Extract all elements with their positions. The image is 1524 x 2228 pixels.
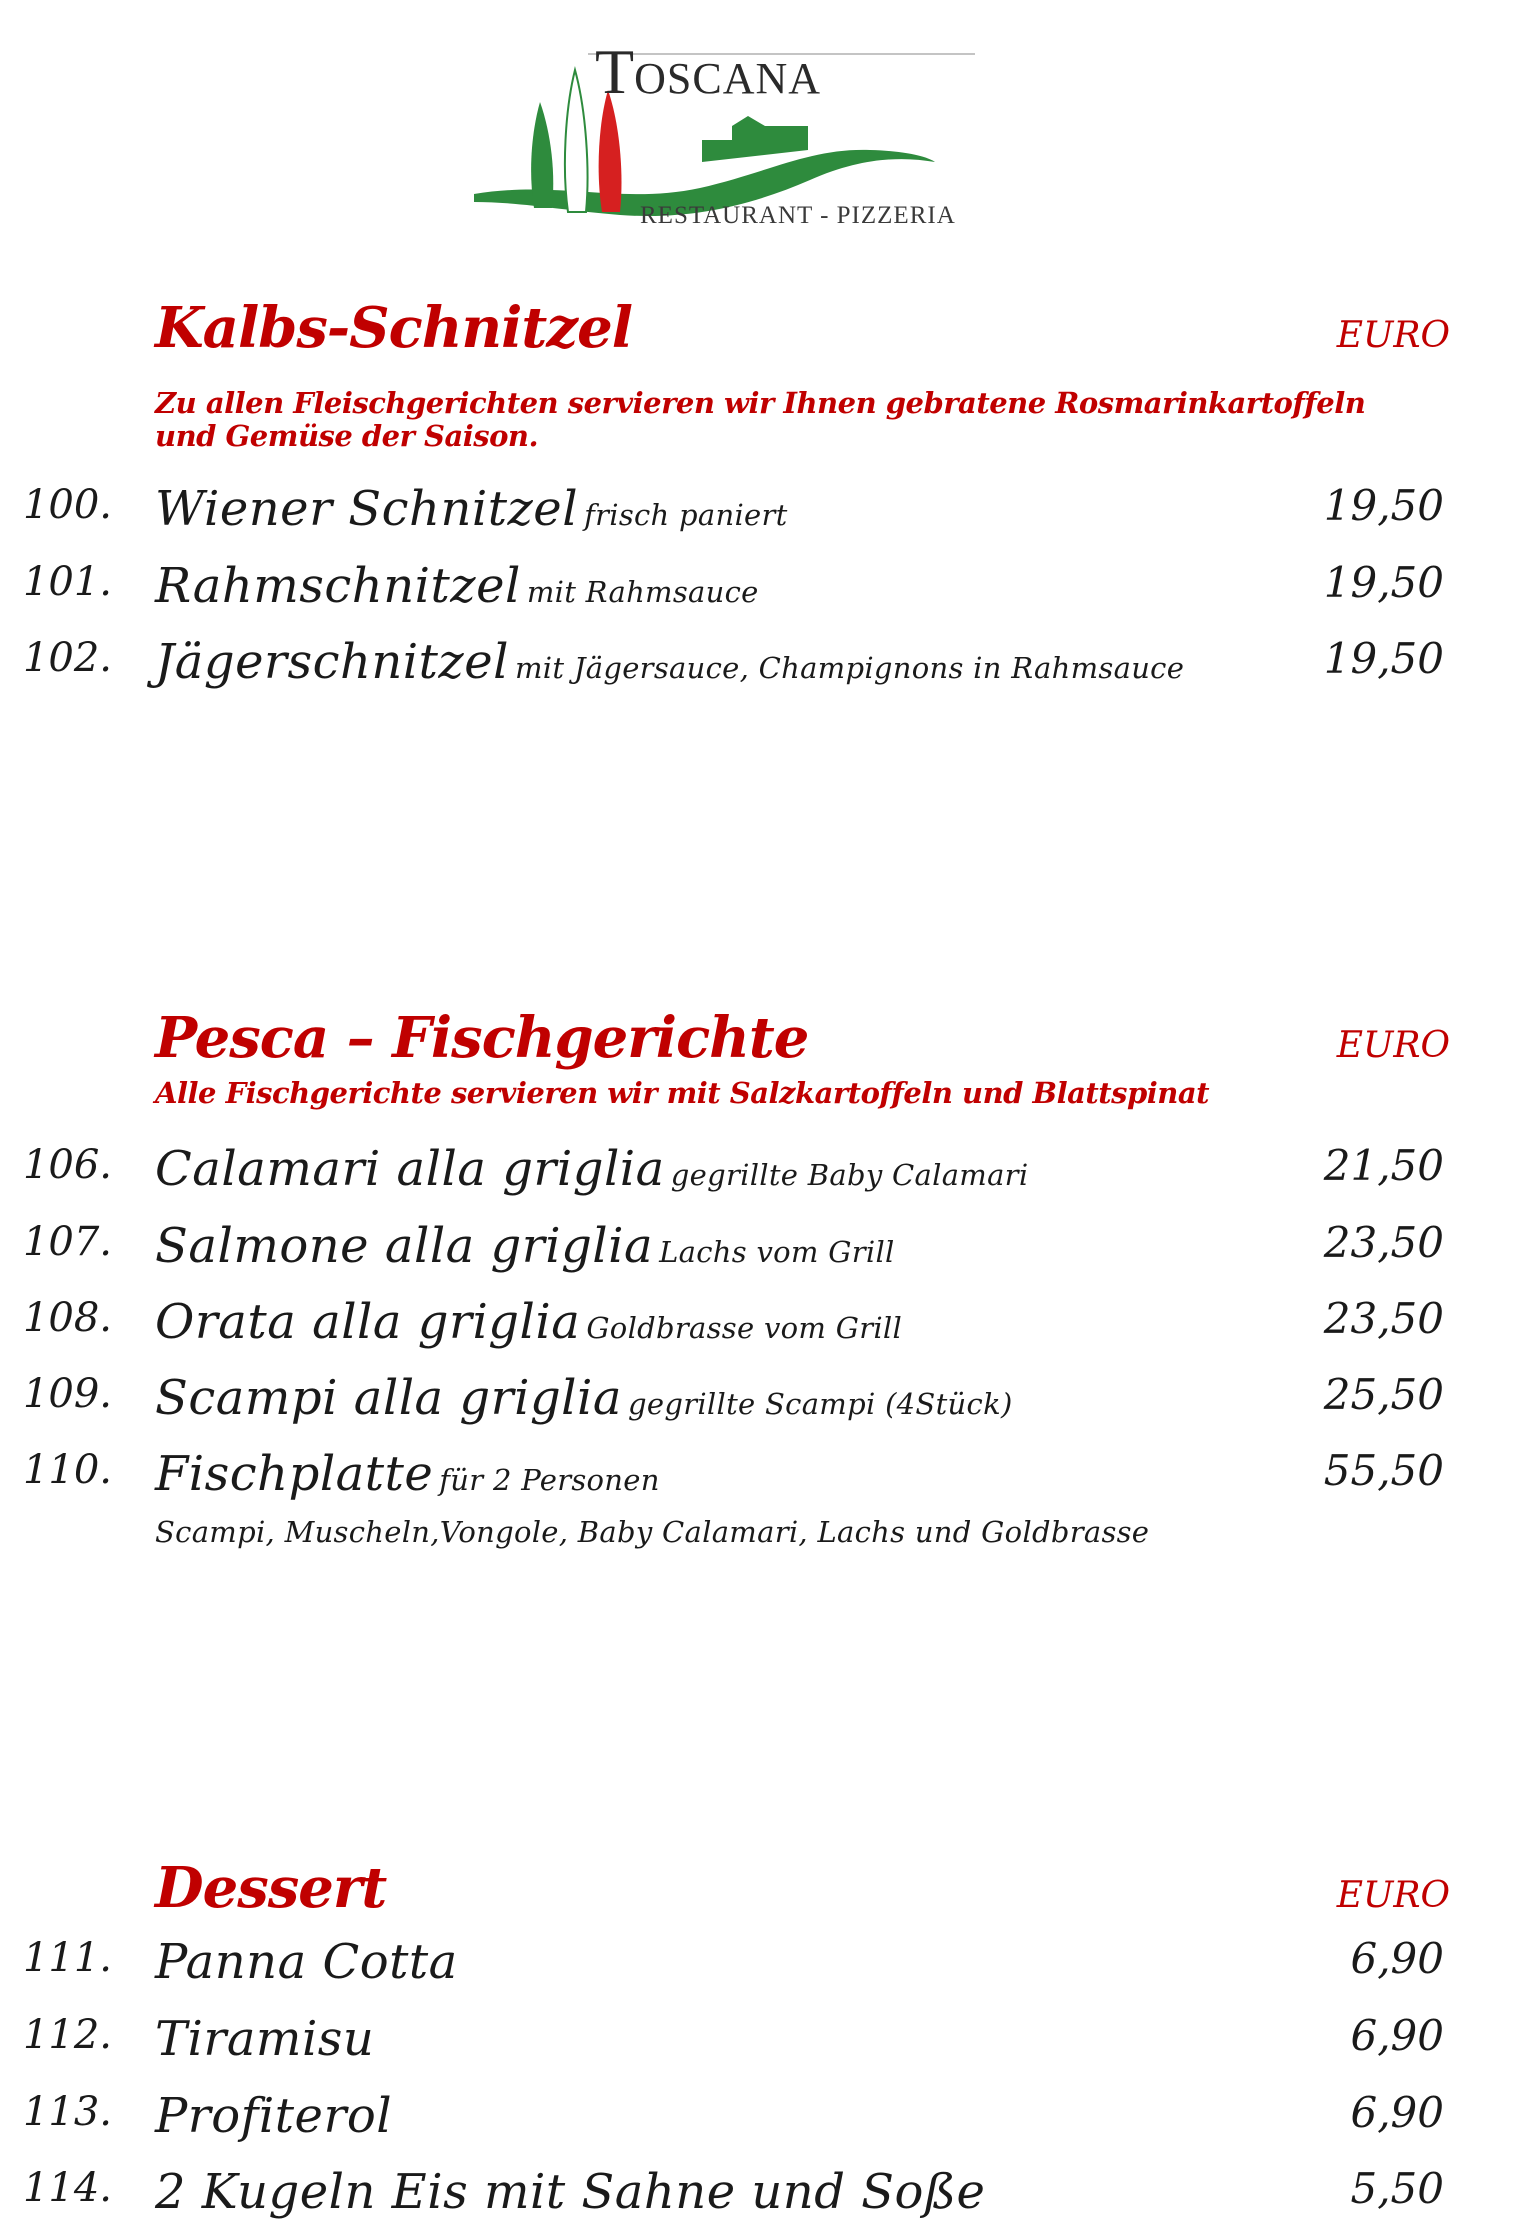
item-number: 113. <box>22 2089 112 2135</box>
item-name: Panna Cotta <box>155 1934 458 1990</box>
item-subline: Scampi, Muscheln,Vongole, Baby Calamari, Lachs und Goldbrasse <box>155 1515 1150 1549</box>
item-name: Scampi alla griglia <box>155 1370 622 1426</box>
logo-tree-green <box>531 102 553 208</box>
item-number: 111. <box>22 1935 112 1981</box>
section-note: Zu allen Fleischgerichten servieren wir Ihnen gebratene Rosmarinkartoffeln und Gemüse der Saison. <box>155 386 1366 453</box>
logo-title-cap: T <box>595 36 635 107</box>
item-price: 19,50 <box>1323 558 1444 607</box>
item-number: 107. <box>22 1219 112 1265</box>
section-pesca-fischgerichte <box>0 1005 1524 1570</box>
item-text <box>155 1934 458 1990</box>
menu-item <box>0 481 1524 545</box>
section-title: Kalbs-Schnitzel <box>155 295 632 361</box>
item-description: mit Rahmsauce <box>526 575 759 609</box>
menu-item <box>0 2011 1524 2075</box>
menu-item <box>0 558 1524 622</box>
item-price: 23,50 <box>1323 1218 1444 1267</box>
item-description: gegrillte Scampi (4Stück) <box>628 1387 1013 1421</box>
item-text <box>155 1370 1013 1426</box>
item-text <box>155 481 788 537</box>
section-title: Pesca – Fischgerichte <box>155 1005 809 1071</box>
menu-item <box>0 1141 1524 1205</box>
menu-item <box>0 2088 1524 2152</box>
item-number: 101. <box>22 559 112 605</box>
section-title: Dessert <box>155 1855 387 1921</box>
item-name: Fischplatte <box>155 1446 434 1502</box>
item-number: 109. <box>22 1371 112 1417</box>
logo-tree-white <box>565 70 588 212</box>
item-price: 19,50 <box>1323 481 1444 530</box>
item-price: 6,90 <box>1350 2011 1444 2060</box>
menu-item <box>0 1294 1524 1358</box>
item-name: 2 Kugeln Eis mit Sahne und Soße <box>155 2164 986 2220</box>
item-text <box>155 2088 393 2144</box>
item-text <box>155 2164 986 2220</box>
item-price: 23,50 <box>1323 1294 1444 1343</box>
menu-item <box>0 1218 1524 1282</box>
item-price: 6,90 <box>1350 1934 1444 1983</box>
item-number: 106. <box>22 1142 112 1188</box>
logo-title-rest: OSCANA <box>634 54 822 103</box>
logo-house <box>702 116 808 162</box>
item-text <box>155 1294 903 1350</box>
item-text <box>155 2011 375 2067</box>
currency-label: EURO <box>1336 1875 1450 1916</box>
item-name: Orata alla griglia <box>155 1294 581 1350</box>
item-text <box>155 1446 660 1502</box>
item-price: 19,50 <box>1323 634 1444 683</box>
item-number: 100. <box>22 482 112 528</box>
item-name: Rahmschnitzel <box>155 558 521 614</box>
item-price: 6,90 <box>1350 2088 1444 2137</box>
item-price: 55,50 <box>1323 1446 1444 1495</box>
item-description: Lachs vom Grill <box>659 1235 895 1269</box>
menu-item <box>0 2164 1524 2228</box>
item-description: für 2 Personen <box>439 1463 660 1497</box>
section-dessert <box>0 1855 1524 2220</box>
logo-subtitle: RESTAURANT - PIZZERIA <box>640 202 956 229</box>
item-text <box>155 634 1185 690</box>
item-name: Salmone alla griglia <box>155 1218 654 1274</box>
menu-item <box>0 634 1524 698</box>
item-price: 5,50 <box>1350 2164 1444 2213</box>
item-number: 108. <box>22 1295 112 1341</box>
item-name: Tiramisu <box>155 2011 375 2067</box>
item-description: gegrillte Baby Calamari <box>670 1158 1029 1192</box>
section-kalbs-schnitzel <box>0 295 1524 700</box>
section-note: Alle Fischgerichte servieren wir mit Salzkartoffeln und Blattspinat <box>155 1076 1210 1110</box>
restaurant-logo <box>470 30 990 240</box>
item-price: 21,50 <box>1323 1141 1444 1190</box>
item-name: Calamari alla griglia <box>155 1141 665 1197</box>
menu-item <box>0 1370 1524 1434</box>
item-price: 25,50 <box>1323 1370 1444 1419</box>
item-number: 112. <box>22 2012 112 2058</box>
logo-tree-red <box>599 90 622 212</box>
item-name: Jägerschnitzel <box>155 634 509 690</box>
item-name: Wiener Schnitzel <box>155 481 579 537</box>
item-name: Profiterol <box>155 2088 393 2144</box>
item-text <box>155 1218 895 1274</box>
item-number: 114. <box>22 2165 112 2211</box>
menu-item <box>0 1446 1524 1510</box>
item-description: Goldbrasse vom Grill <box>586 1311 903 1345</box>
currency-label: EURO <box>1336 315 1450 356</box>
item-number: 102. <box>22 635 112 681</box>
item-text <box>155 558 759 614</box>
item-description: mit Jägersauce, Champignons in Rahmsauce <box>514 651 1185 685</box>
item-text <box>155 1141 1029 1197</box>
item-description: frisch paniert <box>584 498 788 532</box>
currency-label: EURO <box>1336 1025 1450 1066</box>
menu-item <box>0 1934 1524 1998</box>
item-number: 110. <box>22 1447 112 1493</box>
logo-title <box>595 36 822 107</box>
